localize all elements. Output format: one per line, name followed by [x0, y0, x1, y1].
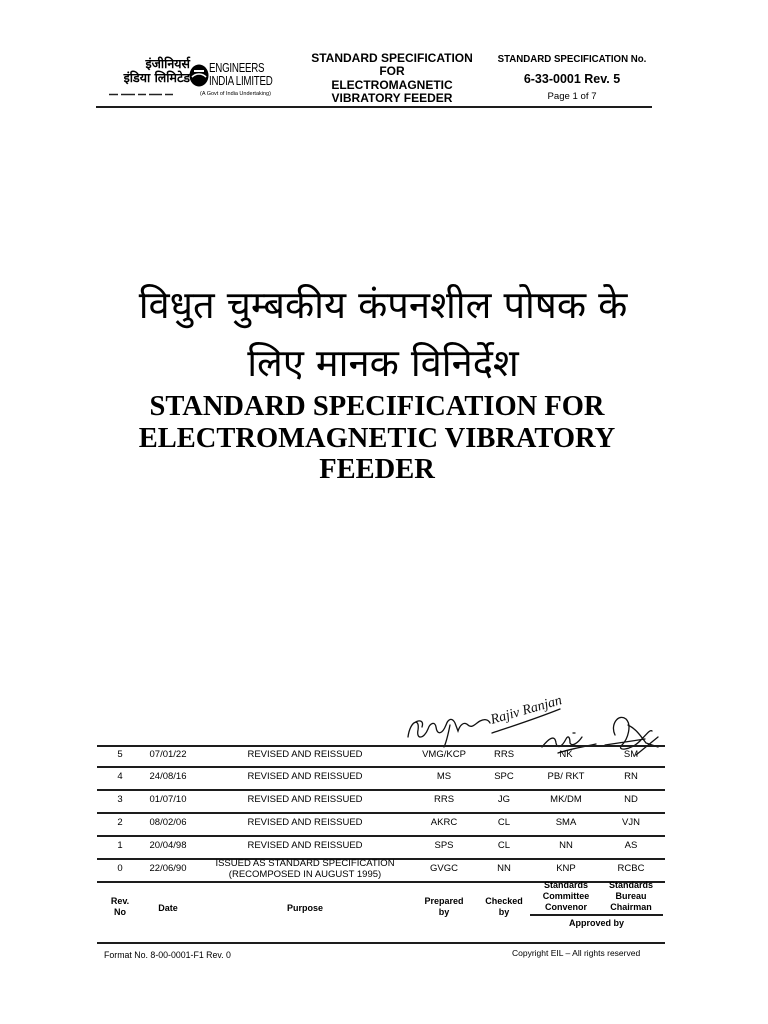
revision-convenor-cell: KNP: [556, 863, 576, 875]
header-title-line: ELECTROMAGNETIC: [331, 77, 453, 92]
revision-purpose-cell: REVISED AND REISSUED: [247, 840, 363, 852]
revision-prepared-cell: MS: [436, 771, 452, 783]
english-title-line: STANDARD SPECIFICATION FOR: [149, 391, 605, 422]
english-title-line: ELECTROMAGNETIC VIBRATORY: [138, 422, 616, 454]
logo-english-line1: ENGINEERS: [209, 61, 265, 75]
header-purpose-label: Purpose: [286, 903, 323, 913]
revision-chairman-cell: ND: [624, 794, 638, 806]
header-checked-label: Checked by: [485, 896, 523, 917]
hindi-title: [0, 276, 766, 392]
revision-rev-cell: 0: [117, 863, 123, 875]
revision-purpose-cell: REVISED AND REISSUED: [247, 794, 363, 806]
revision-checked-cell: CL: [497, 840, 511, 852]
copyright-notice: Copyright EIL – All rights reserved: [512, 948, 641, 958]
header-rev-label: Rev. No: [110, 896, 130, 917]
header-rule: [96, 106, 652, 108]
revision-prepared-cell: GVGC: [430, 863, 458, 875]
logo-hindi-line2: इंडिया लिमिटेड: [123, 70, 190, 85]
revision-date-cell: 24/08/16: [149, 771, 187, 783]
english-title-line: FEEDER: [319, 454, 435, 485]
revision-prepared-cell: SPS: [434, 840, 454, 852]
footer-rule: [97, 942, 665, 944]
revision-chairman-cell: AS: [624, 840, 638, 852]
revision-checked-cell: JG: [497, 794, 511, 806]
revision-purpose-cell: REVISED AND REISSUED: [247, 817, 363, 829]
revision-checked-cell: CL: [497, 817, 511, 829]
hindi-title-line: विधुत चुम्बकीय कंपनशील पोषक के: [138, 283, 628, 327]
revision-chairman-cell: VJN: [622, 817, 640, 829]
revision-convenor-cell: NN: [559, 840, 573, 852]
revision-table-header: [97, 745, 665, 935]
revision-chairman-cell: RN: [624, 771, 638, 783]
page-number: Page 1 of 7: [547, 91, 597, 102]
header-prepared-label: Prepared by: [424, 896, 464, 917]
header-title-line: FOR: [379, 64, 405, 79]
approved-by-label: Approved by: [568, 918, 624, 928]
revision-prepared-cell: VMG/KCP: [422, 749, 466, 761]
header-title-line: STANDARD SPECIFICATION: [311, 51, 473, 65]
revision-rev-cell: 1: [117, 840, 123, 852]
revision-checked-cell: SPC: [494, 771, 514, 783]
logo-hindi-tagline: [108, 92, 174, 97]
revision-purpose-cell: REVISED AND REISSUED: [247, 771, 363, 783]
logo-english-line2: INDIA LIMITED: [209, 74, 273, 88]
revision-date-cell: 01/07/10: [149, 794, 187, 806]
spec-number: 6-33-0001 Rev. 5: [523, 72, 621, 86]
revision-date-cell: 08/02/06: [149, 817, 187, 829]
header-date-label: Date: [158, 903, 178, 913]
signature-prepared: [408, 719, 490, 747]
revision-rev-cell: 2: [117, 817, 123, 829]
revision-convenor-cell: SMA: [555, 817, 577, 829]
revision-convenor-cell: NK: [559, 749, 573, 761]
english-title: [0, 391, 754, 486]
hindi-title-line: लिए मानक विनिर्देश: [247, 341, 519, 385]
eil-logo: [95, 57, 287, 101]
signature-checked: Rajiv Ranjan: [488, 693, 564, 728]
revision-checked-cell: RRS: [493, 749, 515, 761]
header-title-line: VIBRATORY FEEDER: [331, 91, 453, 106]
spec-number-label: STANDARD SPECIFICATION No.: [497, 54, 647, 65]
revision-checked-cell: NN: [497, 863, 511, 875]
revision-chairman-cell: SM: [623, 749, 639, 761]
revision-purpose-cell: ISSUED AS STANDARD SPECIFICATION (RECOMPOSED IN AUGUST 1995): [215, 858, 395, 880]
revision-prepared-cell: RRS: [433, 794, 455, 806]
logo-tagline: (A Govt of India Undertaking): [200, 91, 271, 97]
revision-table: [97, 745, 665, 935]
logo-hindi-line1: इंजीनियर्स: [145, 56, 190, 71]
revision-convenor-cell: PB/ RKT: [547, 771, 585, 783]
revision-date-cell: 20/04/98: [149, 840, 187, 852]
revision-rev-cell: 3: [117, 794, 123, 806]
revision-rev-cell: 4: [117, 771, 123, 783]
revision-rev-cell: 5: [117, 749, 123, 761]
format-number: Format No. 8-00-0001-F1 Rev. 0: [104, 950, 231, 960]
revision-date-cell: 22/06/90: [149, 863, 187, 875]
header-title: [300, 52, 484, 106]
revision-purpose-cell: REVISED AND REISSUED: [247, 749, 363, 761]
header-chairman-label: Standards Bureau Chairman: [608, 880, 653, 912]
header-convenor-label: Standards Committee Convenor: [542, 880, 590, 912]
revision-chairman-cell: RCBC: [617, 863, 645, 875]
revision-convenor-cell: MK/DM: [550, 794, 582, 806]
revision-date-cell: 07/01/22: [149, 749, 187, 761]
eil-emblem-icon: [189, 64, 209, 87]
revision-prepared-cell: AKRC: [430, 817, 458, 829]
